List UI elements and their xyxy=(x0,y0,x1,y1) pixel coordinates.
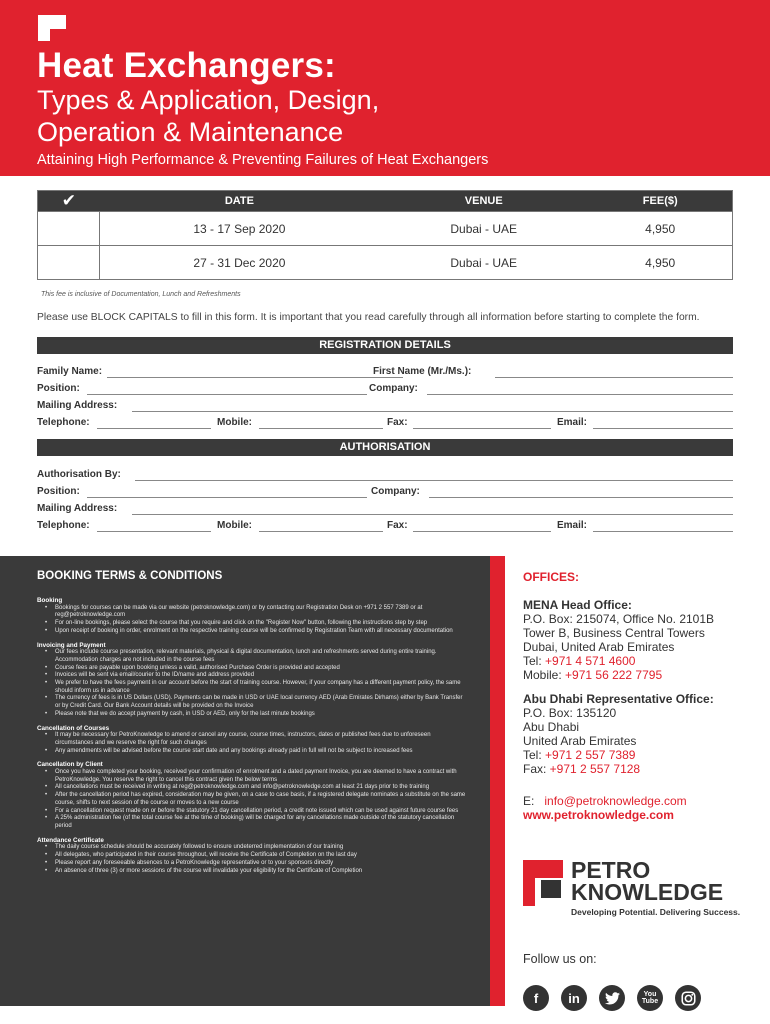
auth-position-label: Position: xyxy=(37,486,80,497)
auth-mailing-address-label: Mailing Address: xyxy=(37,503,118,514)
mailing-address-label: Mailing Address: xyxy=(37,400,118,411)
fee-note: This fee is inclusive of Documentation, Lunch and Refreshments xyxy=(41,291,241,298)
list-item: • Upon receipt of booking in order, enrolment on the respective training course will be confirmed by Registration Team with all necessary documentation xyxy=(37,628,469,636)
terms-section-list xyxy=(37,844,469,875)
linkedin-icon[interactable]: in xyxy=(561,985,587,1011)
email-label: Email: xyxy=(557,417,588,428)
brand-name-line2: KNOWLEDGE xyxy=(571,879,724,905)
auth-mobile-label: Mobile: xyxy=(217,520,252,531)
terms-section-heading: Cancellation by Client xyxy=(37,761,103,769)
brand-mark-icon xyxy=(38,15,66,41)
page-title: Heat Exchangers: xyxy=(37,46,336,85)
terms-title: BOOKING TERMS & CONDITIONS xyxy=(37,570,223,582)
mena-address-line: P.O. Box: 215074, Office No. 2101B xyxy=(523,612,715,626)
youtube-icon[interactable]: You Tube xyxy=(637,985,663,1011)
company-label: Company: xyxy=(369,383,418,394)
page-tagline: Attaining High Performance & Preventing Failures of Heat Exchangers xyxy=(37,152,489,168)
abu-dhabi-telephone-link[interactable]: +971 2 557 7389 xyxy=(545,748,636,762)
mena-telephone: Tel: +971 4 571 4600 xyxy=(523,654,636,668)
telephone-label: Telephone: xyxy=(37,417,90,428)
session-fee: 4,950 xyxy=(645,221,676,236)
brand-tagline: Developing Potential. Delivering Success. xyxy=(571,907,741,917)
instagram-icon[interactable] xyxy=(675,985,701,1011)
family-name-field[interactable] xyxy=(107,377,403,378)
form-instructions: Please use BLOCK CAPITALS to fill in this form. It is important that you read carefully through all information before starting to complete the form. xyxy=(37,312,700,323)
auth-mailing-address-row xyxy=(37,503,733,516)
abu-dhabi-office-heading: Abu Dhabi Representative Office: xyxy=(523,692,714,706)
mena-address-line: Dubai, United Arab Emirates xyxy=(523,640,675,654)
list-item: • Once you have completed your booking, received your confirmation of enrolment and a dated payment Invoice, you are deemed to have a contract with PetroKnowledge. You reserve the right to cancel this contract given the below terms xyxy=(37,769,469,784)
fee-table-header xyxy=(38,191,732,211)
abu-dhabi-address-line: Abu Dhabi xyxy=(523,720,580,734)
position-field[interactable] xyxy=(87,394,367,395)
family-name-row xyxy=(37,366,733,379)
page-subtitle: Types & Application, Design, Operation & Maintenance xyxy=(37,85,380,147)
mailing-address-field[interactable] xyxy=(132,411,733,412)
position-row xyxy=(37,383,733,396)
email-field[interactable] xyxy=(593,428,733,429)
email-link[interactable]: info@petroknowledge.com xyxy=(544,794,687,808)
list-item: • For on-line bookings, please select the course that you require and click on the "Register Now" button, following the instructions step by step xyxy=(37,620,469,628)
auth-company-label: Company: xyxy=(371,486,420,497)
terms-section-heading: Booking xyxy=(37,597,63,604)
authorisation-by-field[interactable] xyxy=(135,480,733,481)
auth-mobile-field[interactable] xyxy=(259,531,383,532)
list-item: • We prefer to have the fees payment in our account before the start of training course. However, if your company has a different payment policy, the same should inform us in advance xyxy=(37,680,469,695)
header-banner xyxy=(0,0,770,176)
mena-address-line: Tower B, Business Central Towers xyxy=(523,626,705,640)
family-name-label: Family Name: xyxy=(37,366,103,377)
list-item: • Please note that we do accept payment by cash, in USD or AED, only for the last minute bookings xyxy=(37,711,469,719)
list-item: • A 25% administration fee (of the total course fee at the time of booking) will be charged for any cancellations made outside of the statutory cancellation period xyxy=(37,815,469,830)
position-label: Position: xyxy=(37,383,80,394)
terms-section-list xyxy=(37,649,469,718)
abu-dhabi-address-line: United Arab Emirates xyxy=(523,734,637,748)
table-row xyxy=(38,245,732,279)
list-item: • The daily course schedule should be accurately followed to ensure undeterred implementation of our training xyxy=(37,844,469,852)
list-item: • An absence of three (3) or more sessions of the course will invalidate your eligibility for the Certificate of Completion xyxy=(37,868,469,876)
abu-dhabi-fax: Fax: +971 2 557 7128 xyxy=(523,762,641,776)
list-item: • Our fees include course presentation, relevant materials, physical & digital documentation, lunch and refreshments served during entire training. Accommodation charges are not included in the course fees xyxy=(37,649,469,664)
offices-panel xyxy=(523,570,763,822)
auth-email-label: Email: xyxy=(557,520,588,531)
terms-section-list xyxy=(37,605,469,636)
list-item: • All cancellations must be received in writing at reg@petroknowledge.com and info@petroknowledge.com at least 21 days prior to the training xyxy=(37,784,469,792)
auth-position-row xyxy=(37,486,733,499)
telephone-field[interactable] xyxy=(97,428,211,429)
terms-body xyxy=(37,597,469,875)
social-links xyxy=(523,985,701,1011)
petroknowledge-logo xyxy=(523,858,743,922)
abu-dhabi-fax-number: +971 2 557 7128 xyxy=(549,762,641,776)
session-date: 13 - 17 Sep 2020 xyxy=(193,221,286,236)
session-date: 27 - 31 Dec 2020 xyxy=(193,255,286,270)
terms-section-heading: Invoicing and Payment xyxy=(37,641,106,649)
list-item: • Any amendments will be advised before the course start date and any bookings already paid in full will not be subject to increased fees xyxy=(37,748,469,756)
offices-title: OFFICES: xyxy=(523,570,579,584)
list-item: • Course fees are payable upon booking unless a valid, authorised Purchase Order is provided and accepted xyxy=(37,665,469,673)
list-item: • Invoices will be sent via email/courier to the ID/name and address provided xyxy=(37,672,469,680)
terms-section-list xyxy=(37,732,469,755)
auth-contact-row xyxy=(37,520,733,533)
session-fee: 4,950 xyxy=(645,255,676,270)
auth-telephone-field[interactable] xyxy=(97,531,211,532)
mena-mobile-link[interactable]: +971 56 222 7795 xyxy=(565,668,663,682)
auth-telephone-label: Telephone: xyxy=(37,520,90,531)
authorisation-by-row xyxy=(37,469,733,482)
session-venue: Dubai - UAE xyxy=(450,255,518,270)
mena-telephone-link[interactable]: +971 4 571 4600 xyxy=(545,654,636,668)
list-item: • For a cancellation request made on or before the statutory 21 day cancellation period, a credit note issued which can be used against future course fees xyxy=(37,808,469,816)
session-venue: Dubai - UAE xyxy=(450,221,518,236)
follow-us-label: Follow us on: xyxy=(523,952,597,966)
mena-office-heading: MENA Head Office: xyxy=(523,598,632,612)
first-name-label: First Name (Mr./Ms.): xyxy=(373,366,472,377)
auth-company-field[interactable] xyxy=(429,497,733,498)
mobile-field[interactable] xyxy=(259,428,383,429)
column-header-date: DATE xyxy=(224,195,254,207)
abu-dhabi-telephone: Tel: +971 2 557 7389 xyxy=(523,748,636,762)
auth-email-field[interactable] xyxy=(593,531,733,532)
terms-section-heading: Attendance Certificate xyxy=(37,836,104,844)
fee-table xyxy=(37,190,733,280)
twitter-icon[interactable] xyxy=(599,985,625,1011)
contact-row xyxy=(37,417,733,430)
table-row xyxy=(38,211,732,245)
list-item: • All delegates, who participated in their course throughout, will receive the Certificate of Completion on the last day xyxy=(37,852,469,860)
auth-fax-label: Fax: xyxy=(387,520,408,531)
abu-dhabi-address-line: P.O. Box: 135120 xyxy=(523,706,617,720)
session-checkbox[interactable] xyxy=(38,212,100,245)
fax-label: Fax: xyxy=(387,417,408,428)
session-checkbox[interactable] xyxy=(38,246,100,279)
petroknowledge-logo-icon xyxy=(523,860,565,906)
terms-section-heading: Cancellation of Courses xyxy=(37,724,110,732)
auth-mailing-address-field[interactable] xyxy=(132,514,733,515)
column-header-venue: VENUE xyxy=(464,195,503,207)
terms-section-list xyxy=(37,769,469,831)
list-item: • The currency of fees is in US Dollars (USD). Payments can be made in USD or UAE local currency AED (Arab Emirates Dirhams) either by Bank Transfer or by Credit Card. Our Bank Account details will be provided on the Invoice xyxy=(37,695,469,710)
auth-fax-field[interactable] xyxy=(413,531,551,532)
terms-accent-strip xyxy=(490,556,505,1006)
company-field[interactable] xyxy=(427,394,733,395)
list-item: • It may be necessary for PetroKnowledge to amend or cancel any course, course times, instructors, dates or published fees due to unforeseen circumstances and we reserve the right for such changes xyxy=(37,732,469,747)
auth-position-field[interactable] xyxy=(87,497,367,498)
mobile-label: Mobile: xyxy=(217,417,252,428)
list-item: • After the cancellation period has expired, consideration may be given, on a case to case basis, if a registered delegate nominates a substitute on the same course, shifts to next session of the course or moves to a new course xyxy=(37,792,469,807)
mailing-address-row xyxy=(37,400,733,413)
authorisation-header: AUTHORISATION xyxy=(37,439,733,456)
authorisation-by-label: Authorisation By: xyxy=(37,469,121,480)
brand-name-line1: PETRO xyxy=(571,857,651,883)
registration-header: REGISTRATION DETAILS xyxy=(37,337,733,354)
list-item: • Please report any foreseeable absences to a PetroKnowledge representative or to your sponsors directly xyxy=(37,860,469,868)
checkmark-icon: ✔ xyxy=(61,191,77,210)
column-header-fee: FEE($) xyxy=(642,195,678,207)
fax-field[interactable] xyxy=(413,428,551,429)
list-item: • Bookings for courses can be made via our website (petroknowledge.com) or by contacting our Registration Desk on +971 2 557 7389 or at reg@petroknowledge.com xyxy=(37,605,469,620)
first-name-field[interactable] xyxy=(495,377,733,378)
facebook-icon[interactable]: f xyxy=(523,985,549,1011)
mena-mobile: Mobile: +971 56 222 7795 xyxy=(523,668,663,682)
website-link[interactable]: www.petroknowledge.com xyxy=(523,808,674,822)
office-email: E: info@petroknowledge.com xyxy=(523,794,687,808)
